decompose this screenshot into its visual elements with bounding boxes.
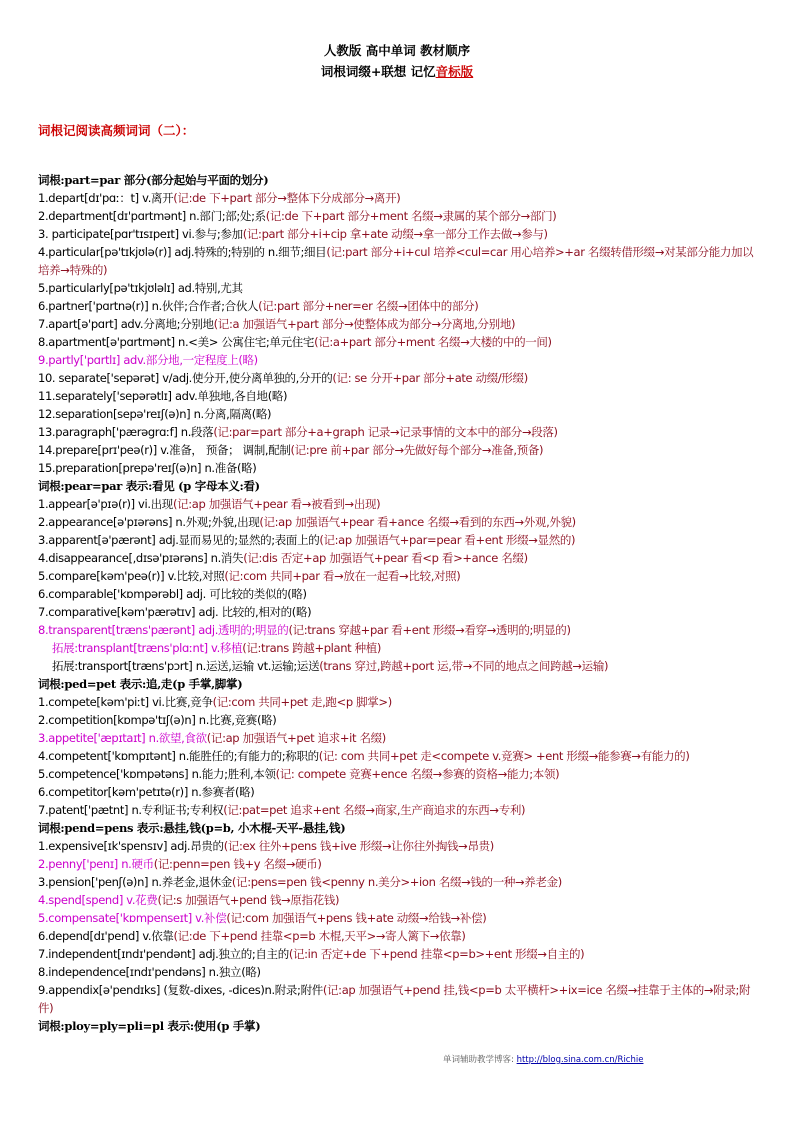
entry-word: 8.independence[ɪndɪ'pendəns] n.独立(略): [38, 965, 261, 979]
entry-word: 5.particularly[pə'tɪkjʊləlɪ] ad.特别,尤其: [38, 281, 243, 295]
word-entry: [38, 945, 760, 963]
subtitle-highlight: 音标版: [435, 64, 474, 79]
document-title: 人教版 高中单词 教材顺序: [323, 43, 471, 58]
entry-word: 7.apart[ə'pɑrt] adv.分离地;分别地: [38, 317, 214, 331]
entry-memory-note: (记:penn=pen 钱+y 名缀→硬币): [153, 857, 322, 871]
entry-memory-note: (记:in 否定+de 下+pend 挂靠<p=b>+ent 形缀→自主的): [288, 947, 585, 961]
word-entry: [38, 531, 760, 549]
root-heading: 词根:ploy=ply=pli=pl 表示:使用(p 手掌): [38, 1019, 261, 1033]
root-heading: 词根:pear=par 表示:看见 (p 字母本义:看): [38, 479, 260, 493]
entry-word: 3.appetite['æpɪtaɪt] n.欲望,食欲: [38, 731, 207, 745]
word-entry: [38, 657, 760, 675]
entry-word: 5.compensate['kɒmpenseɪt] v.补偿: [38, 911, 227, 925]
word-entry: [38, 369, 760, 387]
entry-memory-note: (记:de 下+pend 挂靠<p=b 木棍,天平>→寄人篱下→依靠): [173, 929, 466, 943]
word-entry: [38, 315, 760, 333]
entry-word: 13.paragraph['pærəgrɑːf] n.段落: [38, 425, 214, 439]
entry-word: 12.separation[sepə'reɪʃ(ə)n] n.分离,隔离(略): [38, 407, 272, 421]
entry-memory-note: (记: compete 竞赛+ence 名缀→参赛的资格→能力;本领): [275, 767, 560, 781]
entry-memory-note: (记:part 部分+i+cip 拿+ate 动缀→拿一部分工作去做→参与): [242, 227, 548, 241]
footer-link[interactable]: http://blog.sina.com.cn/Richie: [516, 1055, 644, 1065]
entry-word: 4.particular[pə'tɪkjʊlə(r)] adj.特殊的;特别的 n.细节;细目: [38, 245, 327, 259]
entry-memory-note: (记:ap 加强语气+pear 看→被看到→出现): [172, 497, 381, 511]
word-entry: [38, 423, 760, 441]
entry-word: 10. separate['sepərət] v/adj.使分开,使分离单独的,分开的: [38, 371, 333, 385]
entry-word: 14.prepare[prɪ'peə(r)] v.准备， 预备； 调制,配制: [38, 443, 291, 457]
word-entry: [38, 585, 760, 603]
word-entry: [38, 981, 760, 1017]
entry-memory-note: (记:pens=pen 钱<penny n.美分>+ion 名缀→钱的一种→养老金): [231, 875, 562, 889]
word-entry: [38, 783, 760, 801]
entry-memory-note: (记:dis 否定+ap 加强语气+pear 看<p 看>+ance 名缀): [243, 551, 528, 565]
entry-memory-note: (记:de 下+part 部分→整体下分成部分→离开): [173, 191, 401, 205]
document-subtitle: [0, 62, 794, 80]
word-entry: [38, 225, 760, 243]
word-entry: [38, 693, 760, 711]
word-entry: [38, 729, 760, 747]
entry-memory-note: (记: se 分开+par 部分+ate 动缀/形缀): [332, 371, 528, 385]
entry-word: 1.appear[ə'pɪə(r)] vi.出现: [38, 497, 173, 511]
entry-word: 2.competition[kɒmpə'tɪʃ(ə)n] n.比赛,竞赛(略): [38, 713, 277, 727]
entry-word: 1.depart[dɪ'pɑː：t] v.离开: [38, 191, 174, 205]
word-entry: [38, 909, 760, 927]
entry-memory-note: (记:ap 加强语气+pear 看+ance 名缀→看到的东西→外观,外貌): [259, 515, 576, 529]
entry-memory-note: (记:com 共同+pet 走,跑<p 脚掌>): [212, 695, 392, 709]
word-entry: [38, 189, 760, 207]
entry-word: 6.competitor[kəm'petɪtə(r)] n.参赛者(略): [38, 785, 255, 799]
word-entry: [38, 837, 760, 855]
entry-word: 拓展:transport[træns'pɔrt] n.运送,运输 vt.运输;运送: [52, 659, 320, 673]
entry-word: 3.pension['penʃ(ə)n] n.养老金,退休金: [38, 875, 232, 889]
entry-word: 2.appearance[ə'pɪərəns] n.外观;外貌,出现: [38, 515, 260, 529]
word-entry: [38, 495, 760, 513]
entry-memory-note: (记:par=part 部分+a+graph 记录→记录事情的文本中的部分→段落): [213, 425, 558, 439]
word-entry: [38, 711, 760, 729]
word-entry: [38, 459, 760, 477]
entry-word: 7.patent['pætnt] n.专利证书;专利权: [38, 803, 224, 817]
word-entry: [38, 297, 760, 315]
entry-memory-note: (记:pre 前+par 部分→先做好每个部分→准备,预备): [290, 443, 544, 457]
entry-memory-note: (记:ex 往外+pens 钱+ive 形缀→让你往外掏钱→昂贵): [223, 839, 494, 853]
entry-memory-note: (记:trans 穿越+par 看+ent 形缀→看穿→透明的;明显的): [288, 623, 571, 637]
word-entry: [38, 891, 760, 909]
entry-memory-note: (记:s 加强语气+pend 钱→原指花钱): [157, 893, 340, 907]
entry-word: 4.disappearance[,dɪsə'pɪərəns] n.消失: [38, 551, 244, 565]
entry-word: 6.comparable['kɒmpərəbl] adj. 可比较的类似的(略): [38, 587, 307, 601]
entry-memory-note: (记:ap 加强语气+pet 追求+it 名缀): [206, 731, 386, 745]
word-entry: [38, 927, 760, 945]
word-entry: [38, 405, 760, 423]
entry-memory-note: (记:a 加强语气+part 部分→使整体成为部分→分离地,分别地): [213, 317, 516, 331]
word-entry: [38, 207, 760, 225]
word-entry: [38, 801, 760, 819]
root-heading: 词根:part=par 部分(部分起始与平面的划分): [38, 173, 269, 187]
entry-word: 5.competence['kɒmpətəns] n.能力;胜利,本领: [38, 767, 276, 781]
entry-word: 8.apartment[ə'pɑrtmənt] n.<美> 公寓住宅;单元住宅: [38, 335, 315, 349]
word-entry: [38, 351, 760, 369]
entry-memory-note: (记: com 共同+pet 走<compete v.竞赛> +ent 形缀→能参赛→有能力的): [318, 749, 690, 763]
entry-word: 1.compete[kəm'piːt] vi.比赛,竞争: [38, 695, 213, 709]
entry-word: 15.preparation[prepə'reɪʃ(ə)n] n.准备(略): [38, 461, 257, 475]
word-list: [38, 171, 760, 1035]
word-entry: [38, 279, 760, 297]
word-entry: [38, 639, 760, 657]
word-entry: [38, 441, 760, 459]
entry-memory-note: (记:part 部分+ner=er 名缀→团体中的部分): [258, 299, 479, 313]
entry-word: 6.partner['pɑrtnə(r)] n.伙伴;合作者;合伙人: [38, 299, 259, 313]
word-entry: [38, 621, 760, 639]
entry-word: 9.partly['pɑrtlɪ] adv.部分地,一定程度上(略): [38, 353, 258, 367]
entry-word: 7.independent[ɪndɪ'pendənt] adj.独立的;自主的: [38, 947, 289, 961]
root-heading: 词根:pend=pens 表示:悬挂,钱(p=b, 小木棍-天平-悬挂,钱): [38, 821, 346, 835]
entry-memory-note: (记:pat=pet 追求+ent 名缀→商家,生产商追求的东西→专利): [223, 803, 526, 817]
entry-word: 3.apparent[ə'pærənt] adj.显而易见的;显然的;表面上的: [38, 533, 320, 547]
entry-word: 5.compare[kəm'peə(r)] v.比较,对照: [38, 569, 225, 583]
word-entry: [38, 963, 760, 981]
word-entry: [38, 873, 760, 891]
word-entry: [38, 333, 760, 351]
entry-memory-note: (记:part 部分+i+cul 培养<cul=car 用心培养>+ar 名缀转借形缀→对某部分能力加以培养→特殊的): [38, 245, 754, 277]
entry-memory-note: (记:ap 加强语气+par=pear 看+ent 形缀→显然的): [319, 533, 576, 547]
word-entry: [38, 765, 760, 783]
word-entry: [38, 549, 760, 567]
entry-word: 4.competent['kɒmpɪtənt] n.能胜任的;有能力的;称职的: [38, 749, 319, 763]
entry-memory-note: (trans 穿过,跨越+port 运,带→不同的地点之间跨越→运输): [319, 659, 609, 673]
word-entry: [38, 855, 760, 873]
entry-word: 3. participate[pɑr'tɪsɪpeɪt] vi.参与;参加: [38, 227, 243, 241]
entry-word: 拓展:transplant[træns'plɑːnt] v.移植: [52, 641, 243, 655]
entry-word: 8.transparent[træns'pærənt] adj.透明的;明显的: [38, 623, 289, 637]
footer: [443, 1053, 643, 1065]
word-entry: [38, 387, 760, 405]
entry-word: 7.comparative[kəm'pærətɪv] adj. 比较的,相对的(略): [38, 605, 312, 619]
entry-word: 1.expensive[ɪk'spensɪv] adj.昂贵的: [38, 839, 224, 853]
entry-memory-note: (记:trans 跨越+plant 种植): [242, 641, 382, 655]
entry-word: 2.department[dɪ'pɑrtmənt] n.部门;部;处;系: [38, 209, 266, 223]
entry-word: 11.separately['sepərətlɪ] adv.单独地,各自地(略): [38, 389, 288, 403]
entry-memory-note: (记:de 下+part 部分+ment 名缀→隶属的某个部分→部门): [265, 209, 557, 223]
entry-memory-note: (记:ap 加强语气+pend 挂,钱<p=b 太平横杆>+ix=ice 名缀→挂靠于主体的→附录;附件): [38, 983, 751, 1015]
word-entry: [38, 513, 760, 531]
word-entry: [38, 567, 760, 585]
entry-memory-note: (记:com 加强语气+pens 钱+ate 动缀→给钱→补偿): [226, 911, 487, 925]
entry-word: 4.spend[spend] v.花费: [38, 893, 158, 907]
entry-word: 2.penny['penɪ] n.硬币: [38, 857, 154, 871]
entry-word: 6.depend[dɪ'pend] v.依靠: [38, 929, 174, 943]
word-entry: [38, 747, 760, 765]
word-entry: [38, 243, 760, 279]
entry-memory-note: (记:a+part 部分+ment 名缀→大楼的中的一间): [314, 335, 552, 349]
word-entry: [38, 603, 760, 621]
root-heading: 词根:ped=pet 表示:追,走(p 手掌,脚掌): [38, 677, 243, 691]
section-title: 词根记阅读高频词词（二）：: [38, 123, 195, 138]
entry-word: 9.appendix[ə'pendɪks] (复数-dixes, -dices)n.附录;附件: [38, 983, 323, 997]
footer-text: 单词辅助教学博客:: [443, 1055, 517, 1065]
subtitle-text: 词根词缀+联想 记忆: [320, 64, 436, 79]
entry-memory-note: (记:com 共同+par 看→放在一起看→比较,对照): [224, 569, 461, 583]
